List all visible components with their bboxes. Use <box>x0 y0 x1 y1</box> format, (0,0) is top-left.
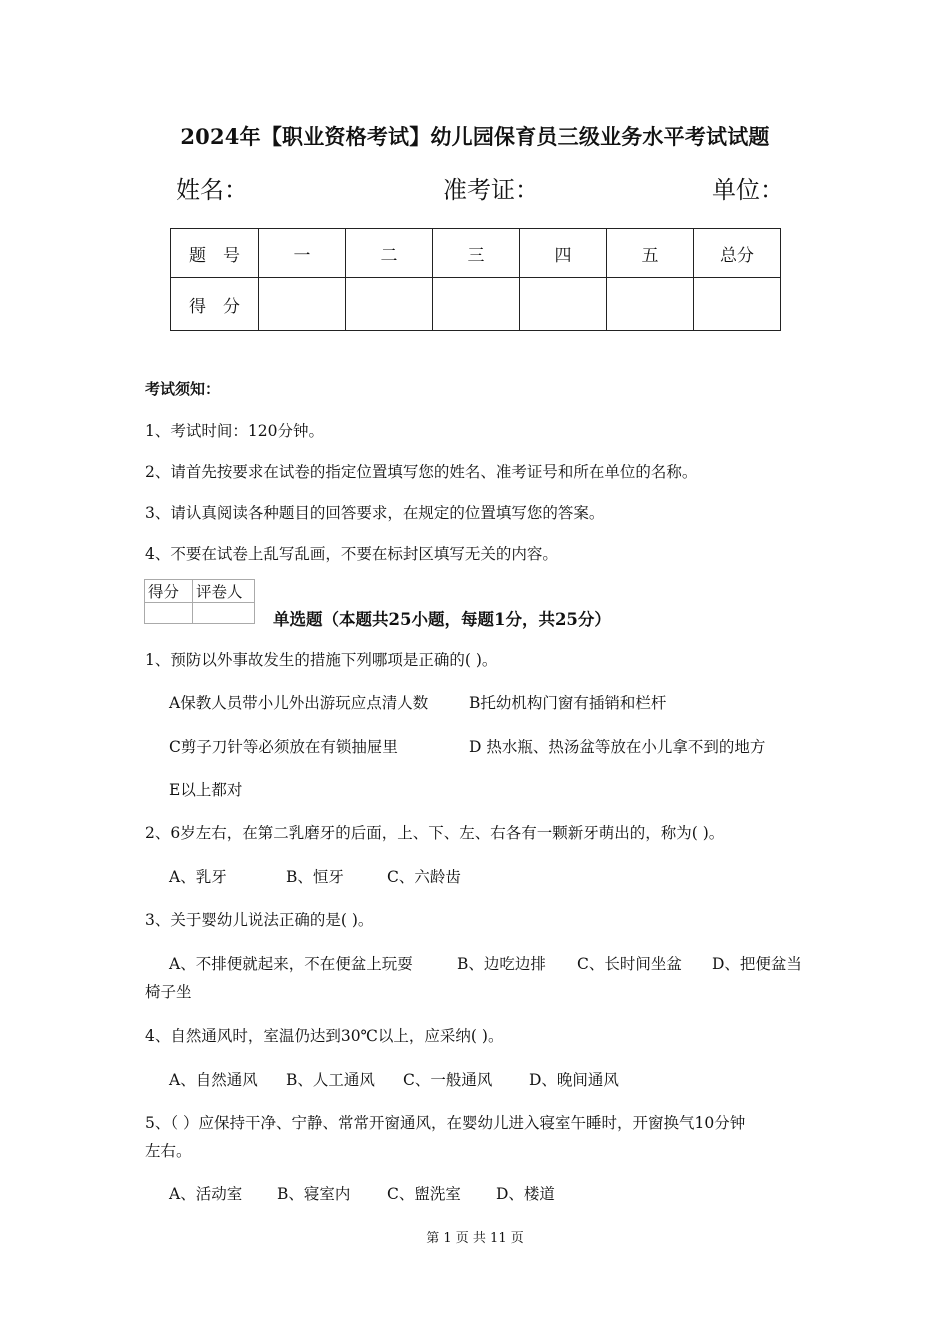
grader-reviewer-cell <box>193 603 255 624</box>
grader-score-label: 得分 <box>145 580 193 603</box>
question-option: B、边吃边排 <box>457 955 546 973</box>
question-option: C剪子刀针等必须放在有锁抽屉里 <box>169 738 398 756</box>
name-field-label: 姓名： <box>176 176 248 204</box>
section-heading: 单选题（本题共25小题，每题1分，共25分） <box>273 610 611 629</box>
question-stem: 2、6岁左右，在第二乳磨牙的后面，上、下、左、右各有一颗新牙萌出的，称为( )。 <box>145 824 725 842</box>
score-cell <box>694 278 781 331</box>
grader-table <box>144 579 255 624</box>
score-table-header-row <box>171 229 781 278</box>
question-option-wrap: 椅子坐 <box>145 983 192 1001</box>
score-table-header: 五 <box>607 229 694 278</box>
question-option: C、长时间坐盆 <box>577 955 682 973</box>
notice-item: 1、考试时间：120分钟。 <box>145 422 324 440</box>
score-table-header: 总分 <box>694 229 781 278</box>
score-cell <box>346 278 433 331</box>
question-stem: 1、预防以外事故发生的措施下列哪项是正确的( )。 <box>145 651 498 669</box>
score-table-header: 题 号 <box>171 229 259 278</box>
question-stem: 4、自然通风时，室温仍达到30℃以上，应采纳( )。 <box>145 1027 504 1045</box>
score-row-label: 得 分 <box>171 278 259 331</box>
grader-score-cell <box>145 603 193 624</box>
score-cell <box>259 278 346 331</box>
score-table-header: 一 <box>259 229 346 278</box>
question-option: C、盥洗室 <box>387 1185 461 1203</box>
unit-field-label: 单位： <box>712 176 784 204</box>
question-option: A、活动室 <box>169 1185 243 1203</box>
score-cell <box>433 278 520 331</box>
score-table-header: 三 <box>433 229 520 278</box>
question-option: B、人工通风 <box>286 1071 375 1089</box>
question-option: C、六龄齿 <box>387 868 461 886</box>
page-footer: 第 1 页 共 11 页 <box>426 1231 524 1246</box>
question-stem: 3、关于婴幼儿说法正确的是( )。 <box>145 911 374 929</box>
notice-item: 2、请首先按要求在试卷的指定位置填写您的姓名、准考证号和所在单位的名称。 <box>145 463 698 481</box>
question-option: B、寝室内 <box>277 1185 351 1203</box>
question-option: B托幼机构门窗有插销和栏杆 <box>469 694 667 712</box>
notice-heading: 考试须知： <box>145 380 221 398</box>
score-cell <box>607 278 694 331</box>
exam-id-field-label: 准考证： <box>443 176 539 204</box>
question-option: D 热水瓶、热汤盆等放在小儿拿不到的地方 <box>469 738 766 756</box>
question-option: A、乳牙 <box>169 868 227 886</box>
question-option: D、晚间通风 <box>529 1071 619 1089</box>
question-option: D、把便盆当 <box>712 955 802 973</box>
score-table <box>170 228 781 331</box>
question-option: A保教人员带小儿外出游玩应点清人数 <box>169 694 429 712</box>
notice-item: 3、请认真阅读各种题目的回答要求，在规定的位置填写您的答案。 <box>145 504 605 522</box>
question-option: A、自然通风 <box>169 1071 258 1089</box>
question-option: D、楼道 <box>496 1185 555 1203</box>
score-table-header: 二 <box>346 229 433 278</box>
question-stem-wrap: 左右。 <box>145 1142 192 1160</box>
notice-item: 4、不要在试卷上乱写乱画，不要在标封区填写无关的内容。 <box>145 545 558 563</box>
question-option: E以上都对 <box>169 781 243 799</box>
grader-reviewer-label: 评卷人 <box>193 580 255 603</box>
question-stem: 5、（ ）应保持干净、宁静、常常开窗通风，在婴幼儿进入寝室午睡时，开窗换气10分钟 <box>145 1114 746 1132</box>
question-option: C、一般通风 <box>403 1071 493 1089</box>
score-cell <box>520 278 607 331</box>
score-table-header: 四 <box>520 229 607 278</box>
exam-title: 2024年【职业资格考试】幼儿园保育员三级业务水平考试试题 <box>180 124 770 149</box>
question-option: B、恒牙 <box>286 868 344 886</box>
question-option: A、不排便就起来，不在便盆上玩耍 <box>169 955 413 973</box>
score-table-score-row <box>171 278 781 331</box>
